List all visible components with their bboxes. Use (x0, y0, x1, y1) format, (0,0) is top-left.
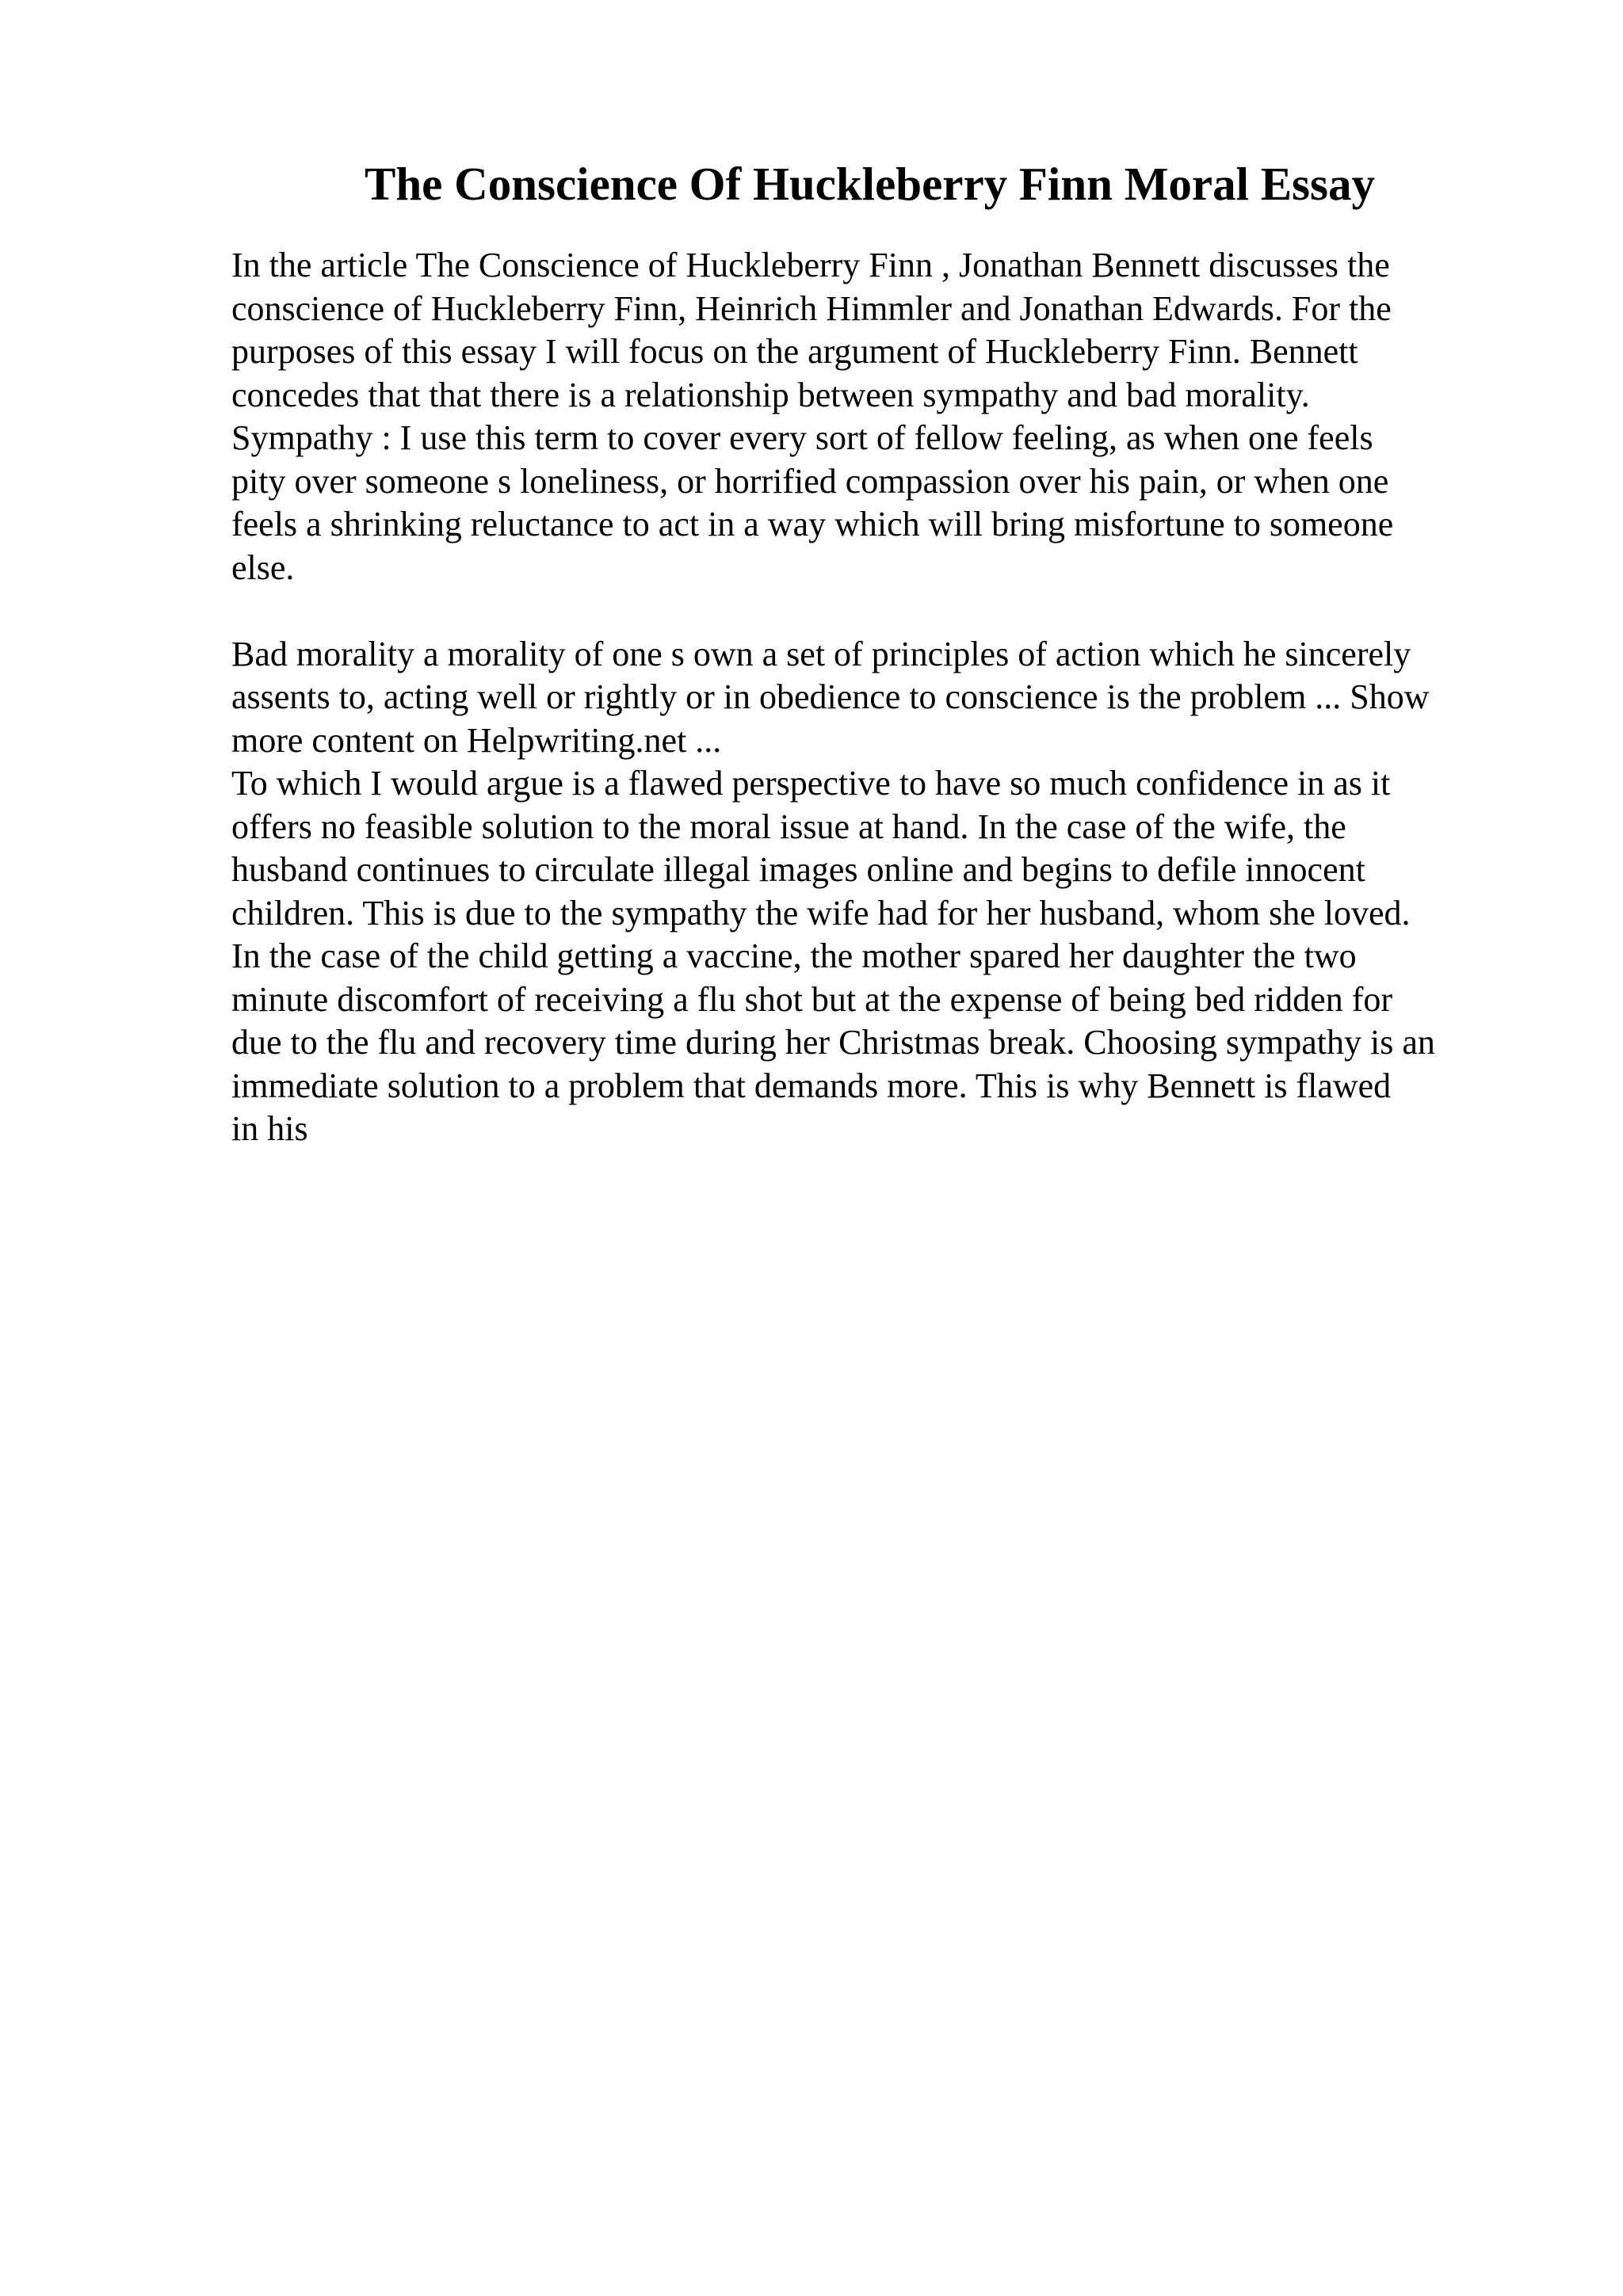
text-line: In the article The Conscience of Huckleberry Finn , Jonathan Bennett discusses the (231, 246, 1390, 284)
text-line: offers no feasible solution to the moral issue at hand. In the case of the wife, the (231, 807, 1346, 846)
text-line: due to the flu and recovery time during her Christmas break. Choosing sympathy is an (231, 1023, 1435, 1062)
text-line: minute discomfort of receiving a flu shot but at the expense of being bed ridden for (231, 979, 1393, 1019)
text-line: pity over someone s loneliness, or horrified compassion over his pain, or when one (231, 461, 1389, 501)
text-line: concedes that that there is a relationship between sympathy and bad morality. (231, 375, 1310, 414)
text-line: else. (231, 547, 295, 587)
text-line: In the case of the child getting a vaccine, the mother spared her daughter the two (231, 936, 1357, 975)
paragraph-1 (231, 244, 1515, 589)
text-line: Bad morality a morality of one s own a set of principles of action which he sincerely (231, 634, 1411, 673)
text-line: husband continues to circulate illegal images online and begins to defile innocent (231, 850, 1365, 889)
text-line: conscience of Huckleberry Finn, Heinrich Himmler and Jonathan Edwards. For the (231, 288, 1392, 328)
text-line: Sympathy : I use this term to cover every sort of fellow feeling, as when one feels (231, 418, 1373, 457)
text-line: purposes of this essay I will focus on the argument of Huckleberry Finn. Bennett (231, 332, 1358, 371)
document-title: The Conscience Of Huckleberry Finn Moral Essay (365, 158, 1375, 210)
text-line: more content on Helpwriting.net ... (231, 720, 722, 760)
text-line: feels a shrinking reluctance to act in a way which will bring misfortune to someone (231, 505, 1394, 543)
text-line: To which I would argue is a flawed perspective to have so much confidence in as it (231, 764, 1391, 803)
paragraph-gap (231, 589, 1515, 633)
document-body (231, 244, 1515, 1151)
text-line: immediate solution to a problem that demands more. This is why Bennett is flawed (231, 1066, 1392, 1105)
text-line: children. This is due to the sympathy the wife had for her husband, whom she loved. (231, 893, 1411, 933)
text-line: in his (231, 1109, 308, 1148)
text-line: assents to, acting well or rightly or in obedience to conscience is the problem ... Show (231, 677, 1430, 716)
paragraph-2 (231, 633, 1515, 1151)
